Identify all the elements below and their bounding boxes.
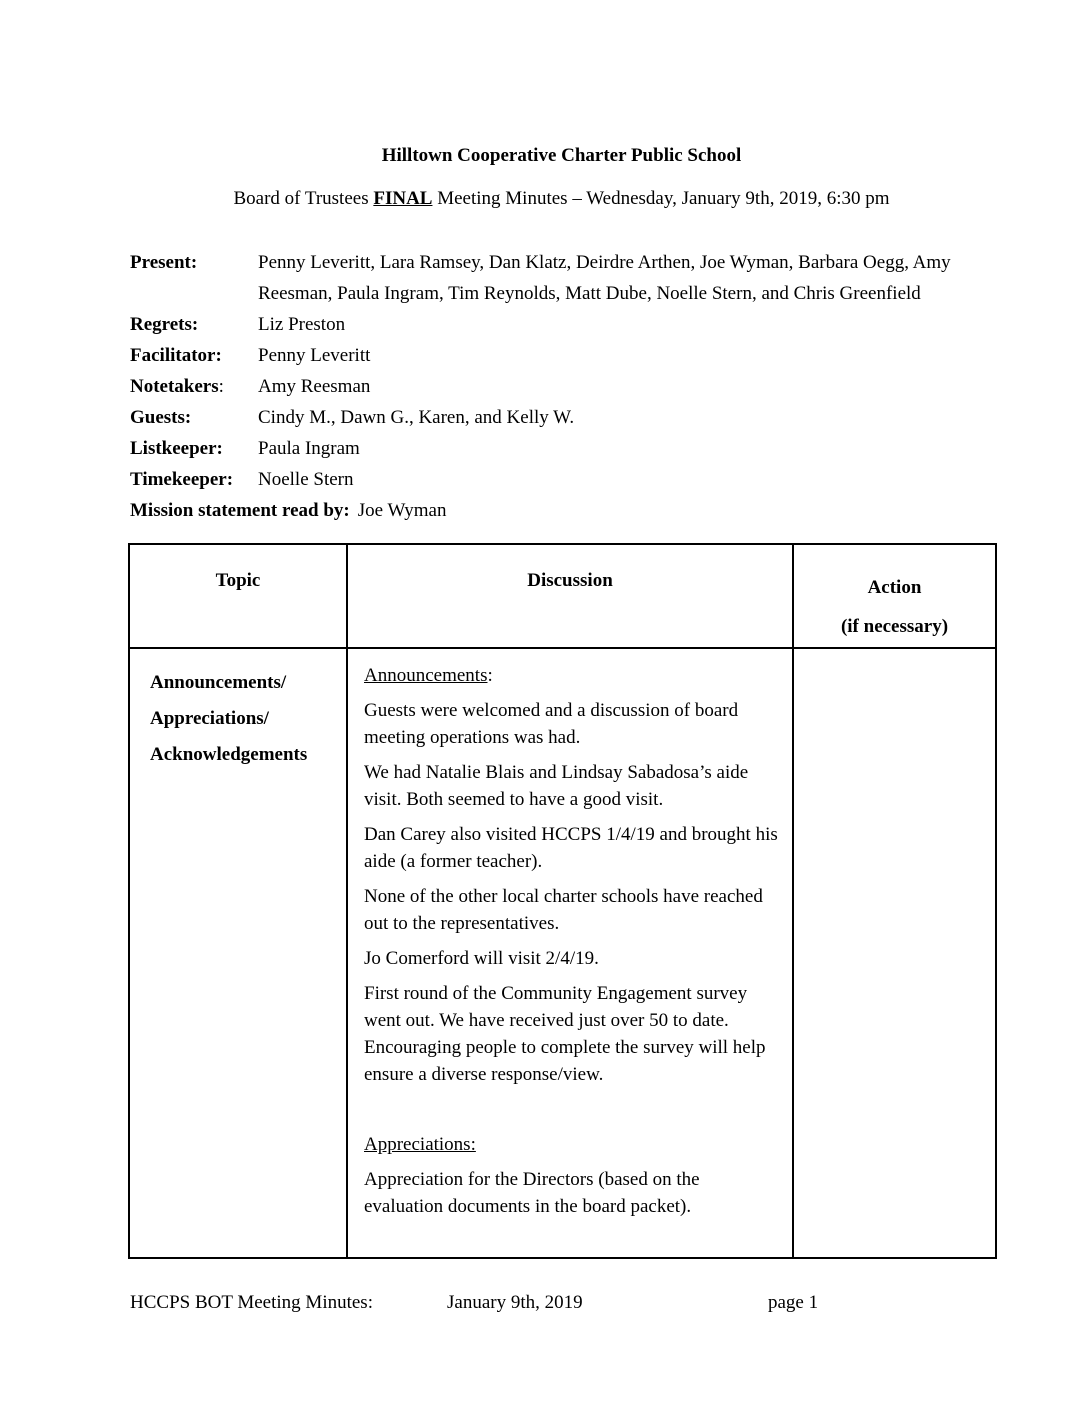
info-label: Notetakers bbox=[130, 376, 219, 397]
page-title: Hilltown Cooperative Charter Public School bbox=[381, 145, 742, 166]
discussion-spacer bbox=[364, 1088, 780, 1123]
minutes-table bbox=[128, 543, 997, 1259]
footer-page-number: page 1 bbox=[768, 1292, 819, 1313]
info-label: Regrets: bbox=[130, 314, 199, 335]
header-action bbox=[793, 544, 996, 648]
info-list bbox=[130, 247, 980, 526]
header-action-line2: (if necessary) bbox=[840, 616, 949, 637]
topic-line: Announcements/ bbox=[150, 672, 287, 693]
page-footer bbox=[0, 1292, 1088, 1319]
info-row bbox=[130, 495, 980, 526]
info-row bbox=[130, 371, 980, 402]
topic-line: Appreciations/ bbox=[150, 708, 269, 729]
discussion-paragraph: Guests were welcomed and a discussion of board meeting operations was had. bbox=[364, 700, 739, 748]
info-label-suffix: : bbox=[218, 376, 224, 397]
info-label: Guests: bbox=[130, 407, 192, 428]
table-row bbox=[129, 648, 996, 1258]
info-value: Liz Preston bbox=[258, 314, 346, 335]
header-discussion: Discussion bbox=[347, 544, 793, 648]
info-value: Amy Reesman bbox=[258, 376, 371, 397]
info-value: Penny Leveritt bbox=[258, 345, 371, 366]
header-topic: Topic bbox=[129, 544, 347, 648]
info-label: Facilitator: bbox=[130, 345, 222, 366]
page-subtitle bbox=[64, 188, 1059, 210]
header-action-line1: Action bbox=[867, 577, 922, 598]
info-value: Joe Wyman bbox=[357, 500, 447, 521]
info-row bbox=[130, 464, 980, 495]
discussion-paragraph: Dan Carey also visited HCCPS 1/4/19 and brought his aide (a former teacher). bbox=[364, 824, 778, 872]
discussion-heading-text: Appreciations: bbox=[364, 1134, 476, 1155]
discussion-heading: Announcements: bbox=[364, 665, 493, 686]
info-label: Listkeeper: bbox=[130, 438, 223, 459]
info-value: Penny Leveritt, Lara Ramsey, Dan Klatz, Deirdre Arthen, Joe Wyman, Barbara Oegg, Amy Reesman, Paula Ingram, Tim Reynolds, Matt Dube, Noelle Stern, and Chris Greenfield bbox=[258, 252, 951, 304]
subtitle-suffix: Meeting Minutes – Wednesday, January 9th, 2019, 6:30 pm bbox=[432, 188, 890, 209]
table-header-row bbox=[129, 544, 996, 648]
info-row bbox=[130, 340, 980, 371]
footer-date: January 9th, 2019 bbox=[447, 1292, 583, 1313]
info-value: Noelle Stern bbox=[258, 469, 354, 490]
info-row bbox=[130, 402, 980, 433]
info-value: Paula Ingram bbox=[258, 438, 360, 459]
discussion-paragraph: Jo Comerford will visit 2/4/19. bbox=[364, 948, 599, 969]
action-cell bbox=[793, 648, 996, 1258]
topic-cell-content bbox=[150, 665, 336, 773]
info-value: Cindy M., Dawn G., Karen, and Kelly W. bbox=[258, 407, 575, 428]
subtitle-final-emphasis: FINAL bbox=[373, 188, 433, 209]
discussion-cell bbox=[347, 648, 793, 1258]
discussion-paragraph: None of the other local charter schools have reached out to the representatives. bbox=[364, 886, 763, 934]
topic-line: Acknowledgements bbox=[150, 744, 308, 765]
info-label: Mission statement read by: bbox=[130, 500, 350, 521]
info-row bbox=[130, 247, 980, 309]
info-row bbox=[130, 433, 980, 464]
discussion-heading-text: Announcements bbox=[364, 665, 488, 686]
info-row bbox=[130, 309, 980, 340]
discussion-paragraph: Appreciation for the Directors (based on the evaluation documents in the board packet). bbox=[364, 1169, 700, 1217]
discussion-paragraph: First round of the Community Engagement survey went out. We have received just over 50 to date. Encouraging people to complete the survey will help ensure a diverse response/view. bbox=[364, 983, 766, 1085]
discussion-cell-content bbox=[364, 662, 780, 1220]
discussion-paragraph: We had Natalie Blais and Lindsay Sabadosa’s aide visit. Both seemed to have a good visit. bbox=[364, 762, 749, 810]
subtitle-prefix: Board of Trustees bbox=[233, 188, 374, 209]
topic-cell bbox=[129, 648, 347, 1258]
footer-doc-label: HCCPS BOT Meeting Minutes: bbox=[130, 1292, 373, 1313]
info-label: Timekeeper: bbox=[130, 469, 234, 490]
info-label: Present: bbox=[130, 252, 198, 273]
discussion-heading bbox=[364, 1131, 780, 1158]
